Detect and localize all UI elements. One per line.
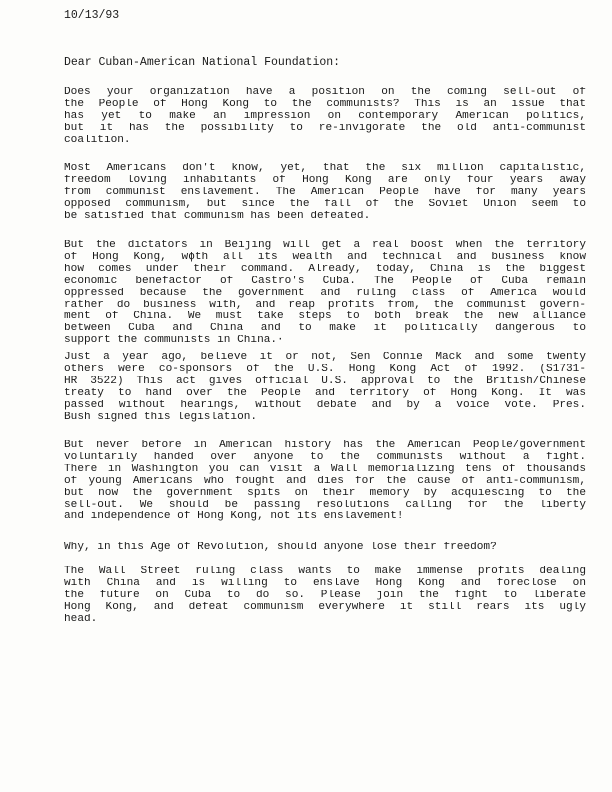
paragraph <box>64 352 586 423</box>
paragraph-line: the future on Cuba to do so. Please join the fight to liberate <box>64 589 586 601</box>
paragraph-line: how comes under their command. Already, today, China is the biggest <box>64 263 586 275</box>
paragraph-line: has yet to make an impression on contemporary American politics, <box>64 110 586 122</box>
paragraph-line: But the dictators in Beijing will get a real boost when the territory <box>64 240 586 251</box>
paragraph-line: be satisfied that communism has been defeated. <box>64 210 371 222</box>
paragraph <box>64 440 586 523</box>
paragraph-line: sell-out. We should be passing resolutions calling for the liberty <box>64 499 586 511</box>
paragraph-line: with China and is willing to enslave Hong Kong and foreclose on <box>64 577 586 589</box>
paragraph-line: support the communists in China.· <box>64 335 284 347</box>
paragraph-line: Why, in this Age of Revolution, should anyone lose their freedom? <box>64 542 497 553</box>
paragraph-line: There in Washington you can visit a Wall memorializing tens of thousands <box>64 463 586 475</box>
paragraph-line: The Wall Street ruling class wants to make immense profits dealing <box>64 566 586 577</box>
paragraph-line: economic benefactor of Castro's Cuba. The People of Cuba remain <box>64 275 586 287</box>
paragraph-line: freedom loving inhabitants of Hong Kong are only four years away <box>64 174 586 186</box>
paragraph-line: but now the government spits on their memory by acquiescing to the <box>64 487 586 499</box>
paragraph-line: and independence of Hong Kong, not its enslavement! <box>64 511 404 523</box>
paragraph-line: between Cuba and China and to make it politically dangerous to <box>64 323 586 335</box>
letter-date: 10/13/93 <box>64 9 120 22</box>
paragraph-line: But never before in American history has the American People/government <box>64 440 586 451</box>
paragraph-line: passed without hearings, without debate and by a voice vote. Pres. <box>64 399 586 411</box>
letter-salutation: Dear Cuban-American National Foundation: <box>64 56 341 69</box>
paragraph-line: rather do business with, and reap profits from, the communist govern- <box>64 299 586 311</box>
paragraph <box>64 542 586 554</box>
paragraph <box>64 240 586 347</box>
paragraph-line: of young Americans who fought and dies for the cause of anti-communism, <box>64 475 586 487</box>
paragraph-line: coalition. <box>64 134 131 146</box>
paragraph-line: Most Americans don't know, yet, that the six million capitalistic, <box>64 163 586 174</box>
paragraph-line: opposed communism, but since the fall of the Soviet Union seem to <box>64 198 586 210</box>
paragraph <box>64 163 586 223</box>
paragraph-line: but it has the possibility to re-invigorate the old anti-communist <box>64 122 586 134</box>
paragraph-line: others were co-sponsors of the U.S. Hong Kong Act of 1992. (S1731- <box>64 363 586 375</box>
paragraph-line: Hong Kong, and defeat communism everywhere it still rears its ugly <box>64 601 586 613</box>
paragraph-line: Just a year ago, believe it or not, Sen Connie Mack and some twenty <box>64 352 586 363</box>
paragraph-line: Bush signed this legislation. <box>64 411 258 423</box>
paragraph-line: the People of Hong Kong to the communists? This is an issue that <box>64 98 586 110</box>
paragraph-line: voluntarily handed over anyone to the communists without a fight. <box>64 451 586 463</box>
paragraph-line: from communist enslavement. The American People have for many years <box>64 186 586 198</box>
paragraph-line: of Hong Kong, wɸth all its wealth and technical and business know <box>64 251 586 263</box>
paragraph-line: HR 3522) This act gives official U.S. approval to the British/Chinese <box>64 375 586 387</box>
paragraph <box>64 566 586 626</box>
paragraph-line: oppressed because the government and ruling class of America would <box>64 287 586 299</box>
paragraph-line: Does your organization have a position on the coming sell-out of <box>64 87 586 98</box>
paragraph-line: treaty to hand over the People and territory of Hong Kong. It was <box>64 387 586 399</box>
paragraph <box>64 87 586 147</box>
paragraph-line: head. <box>64 613 98 625</box>
paragraph-line: ment of China. We must take steps to both break the new alliance <box>64 311 586 323</box>
